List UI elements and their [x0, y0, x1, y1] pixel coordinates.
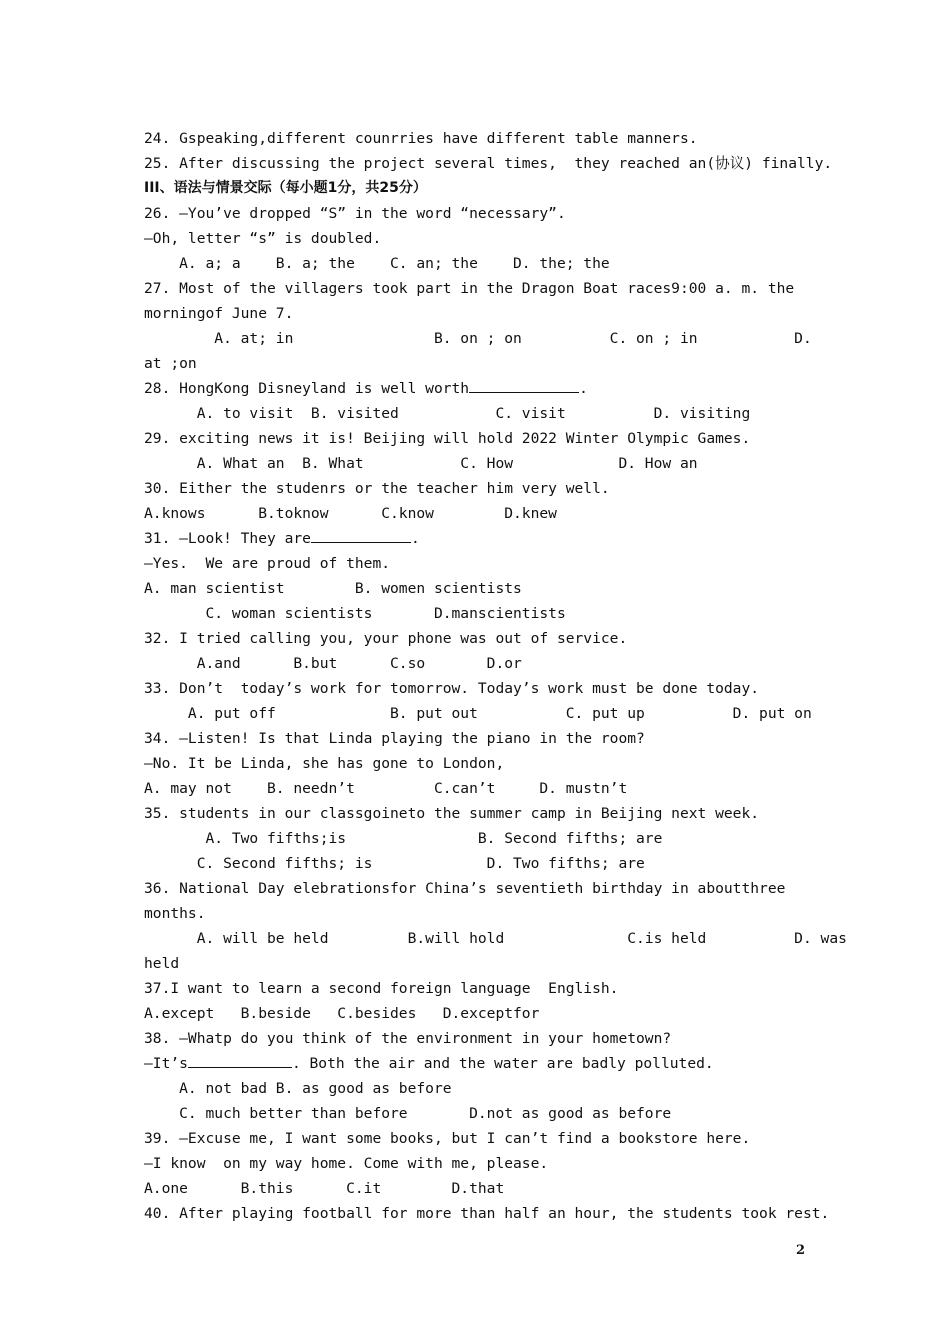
question-34-options: A. may not B. needn’t C.can’t D. mustn’t — [144, 780, 628, 797]
question-28-options: A. to visit B. visited C. visit D. visiting — [144, 405, 751, 422]
question-34: 34. —Listen! Is that Linda playing the piano in the room? — [144, 730, 645, 747]
question-35-options-1: A. Two fifths;is B. Second fifths; are — [144, 830, 663, 847]
question-33-options: A. put off B. put out C. put up D. put on — [144, 705, 812, 722]
question-36-cont: months. — [144, 905, 206, 922]
question-38: 38. —Whatp do you think of the environment in your hometown? — [144, 1030, 672, 1047]
question-30: 30. Either the studenrs or the teacher him very well. — [144, 480, 610, 497]
question-32: 32. I tried calling you, your phone was out of service. — [144, 630, 628, 647]
question-32-options: A.and B.but C.so D.or — [144, 655, 522, 672]
question-39-options: A.one B.this C.it D.that — [144, 1180, 505, 1197]
answer-blank — [188, 1053, 292, 1068]
question-26: 26. —You’ve dropped “S” in the word “necessary”. — [144, 205, 566, 222]
question-27-options-cont: at ;on — [144, 355, 197, 372]
question-31-options-1: A. man scientist B. women scientists — [144, 580, 522, 597]
question-26-options: A. a; a B. a; the C. an; the D. the; the — [144, 255, 610, 272]
answer-blank — [469, 378, 579, 393]
question-36-options: A. will be held B.will hold C.is held D. was — [144, 930, 847, 947]
question-29-options: A. What an B. What C. How D. How an — [144, 455, 698, 472]
question-25: 25. After discussing the project several times, they reached an(协议) finally. — [144, 155, 833, 172]
question-36-options-cont: held — [144, 955, 180, 972]
question-29: 29. exciting news it is! Beijing will hold 2022 Winter Olympic Games. — [144, 430, 751, 447]
question-31: 31. —Look! They are . — [144, 530, 420, 547]
question-37-options: A.except B.beside C.besides D.exceptfor — [144, 1005, 540, 1022]
question-38-options-2: C. much better than before D.not as good as before — [144, 1105, 672, 1122]
question-31-options-2: C. woman scientists D.manscientists — [144, 605, 566, 622]
question-35-options-2: C. Second fifths; is D. Two fifths; are — [144, 855, 645, 872]
question-39: 39. —Excuse me, I want some books, but I can’t find a bookstore here. — [144, 1130, 751, 1147]
question-37: 37.I want to learn a second foreign language English. — [144, 980, 619, 997]
question-38-reply-start: —It’s — [144, 1055, 188, 1072]
question-36: 36. National Day elebrationsfor China’s seventieth birthday in aboutthree — [144, 880, 786, 897]
answer-blank — [311, 528, 411, 543]
question-40: 40. After playing football for more than half an hour, the students took rest. — [144, 1205, 830, 1222]
question-28-text: 28. HongKong Disneyland is well worth — [144, 380, 470, 397]
page-number: 2 — [796, 1243, 806, 1258]
question-27: 27. Most of the villagers took part in the Dragon Boat races9:00 a. m. the — [144, 280, 795, 297]
question-35: 35. students in our classgoineto the summer camp in Beijing next week. — [144, 805, 760, 822]
question-39-reply: —I know on my way home. Come with me, please. — [144, 1155, 549, 1172]
question-38-reply — [144, 1051, 808, 1076]
question-27-cont: morningof June 7. — [144, 305, 294, 322]
question-38-reply-end: . Both the air and the water are badly polluted. — [291, 1055, 714, 1072]
question-24: 24. Gspeaking,different counrries have different table manners. — [144, 130, 698, 147]
question-38-options-1: A. not bad B. as good as before — [144, 1080, 452, 1097]
question-28: 28. HongKong Disneyland is well worth . — [144, 380, 588, 397]
question-30-options: A.knows B.toknow C.know D.knew — [144, 505, 557, 522]
question-26-reply: —Oh, letter “s” is doubled. — [144, 230, 382, 247]
section-heading: III、语法与情景交际（每小题1分，共25分） — [144, 180, 427, 196]
question-31-reply: —Yes. We are proud of them. — [144, 555, 391, 572]
question-33: 33. Don’t today’s work for tomorrow. Today’s work must be done today. — [144, 680, 760, 697]
question-31-text: 31. —Look! They are — [144, 530, 311, 547]
question-27-options: A. at; in B. on ; on C. on ; in D. — [144, 330, 812, 347]
question-34-reply: —No. It be Linda, she has gone to London, — [144, 755, 505, 772]
